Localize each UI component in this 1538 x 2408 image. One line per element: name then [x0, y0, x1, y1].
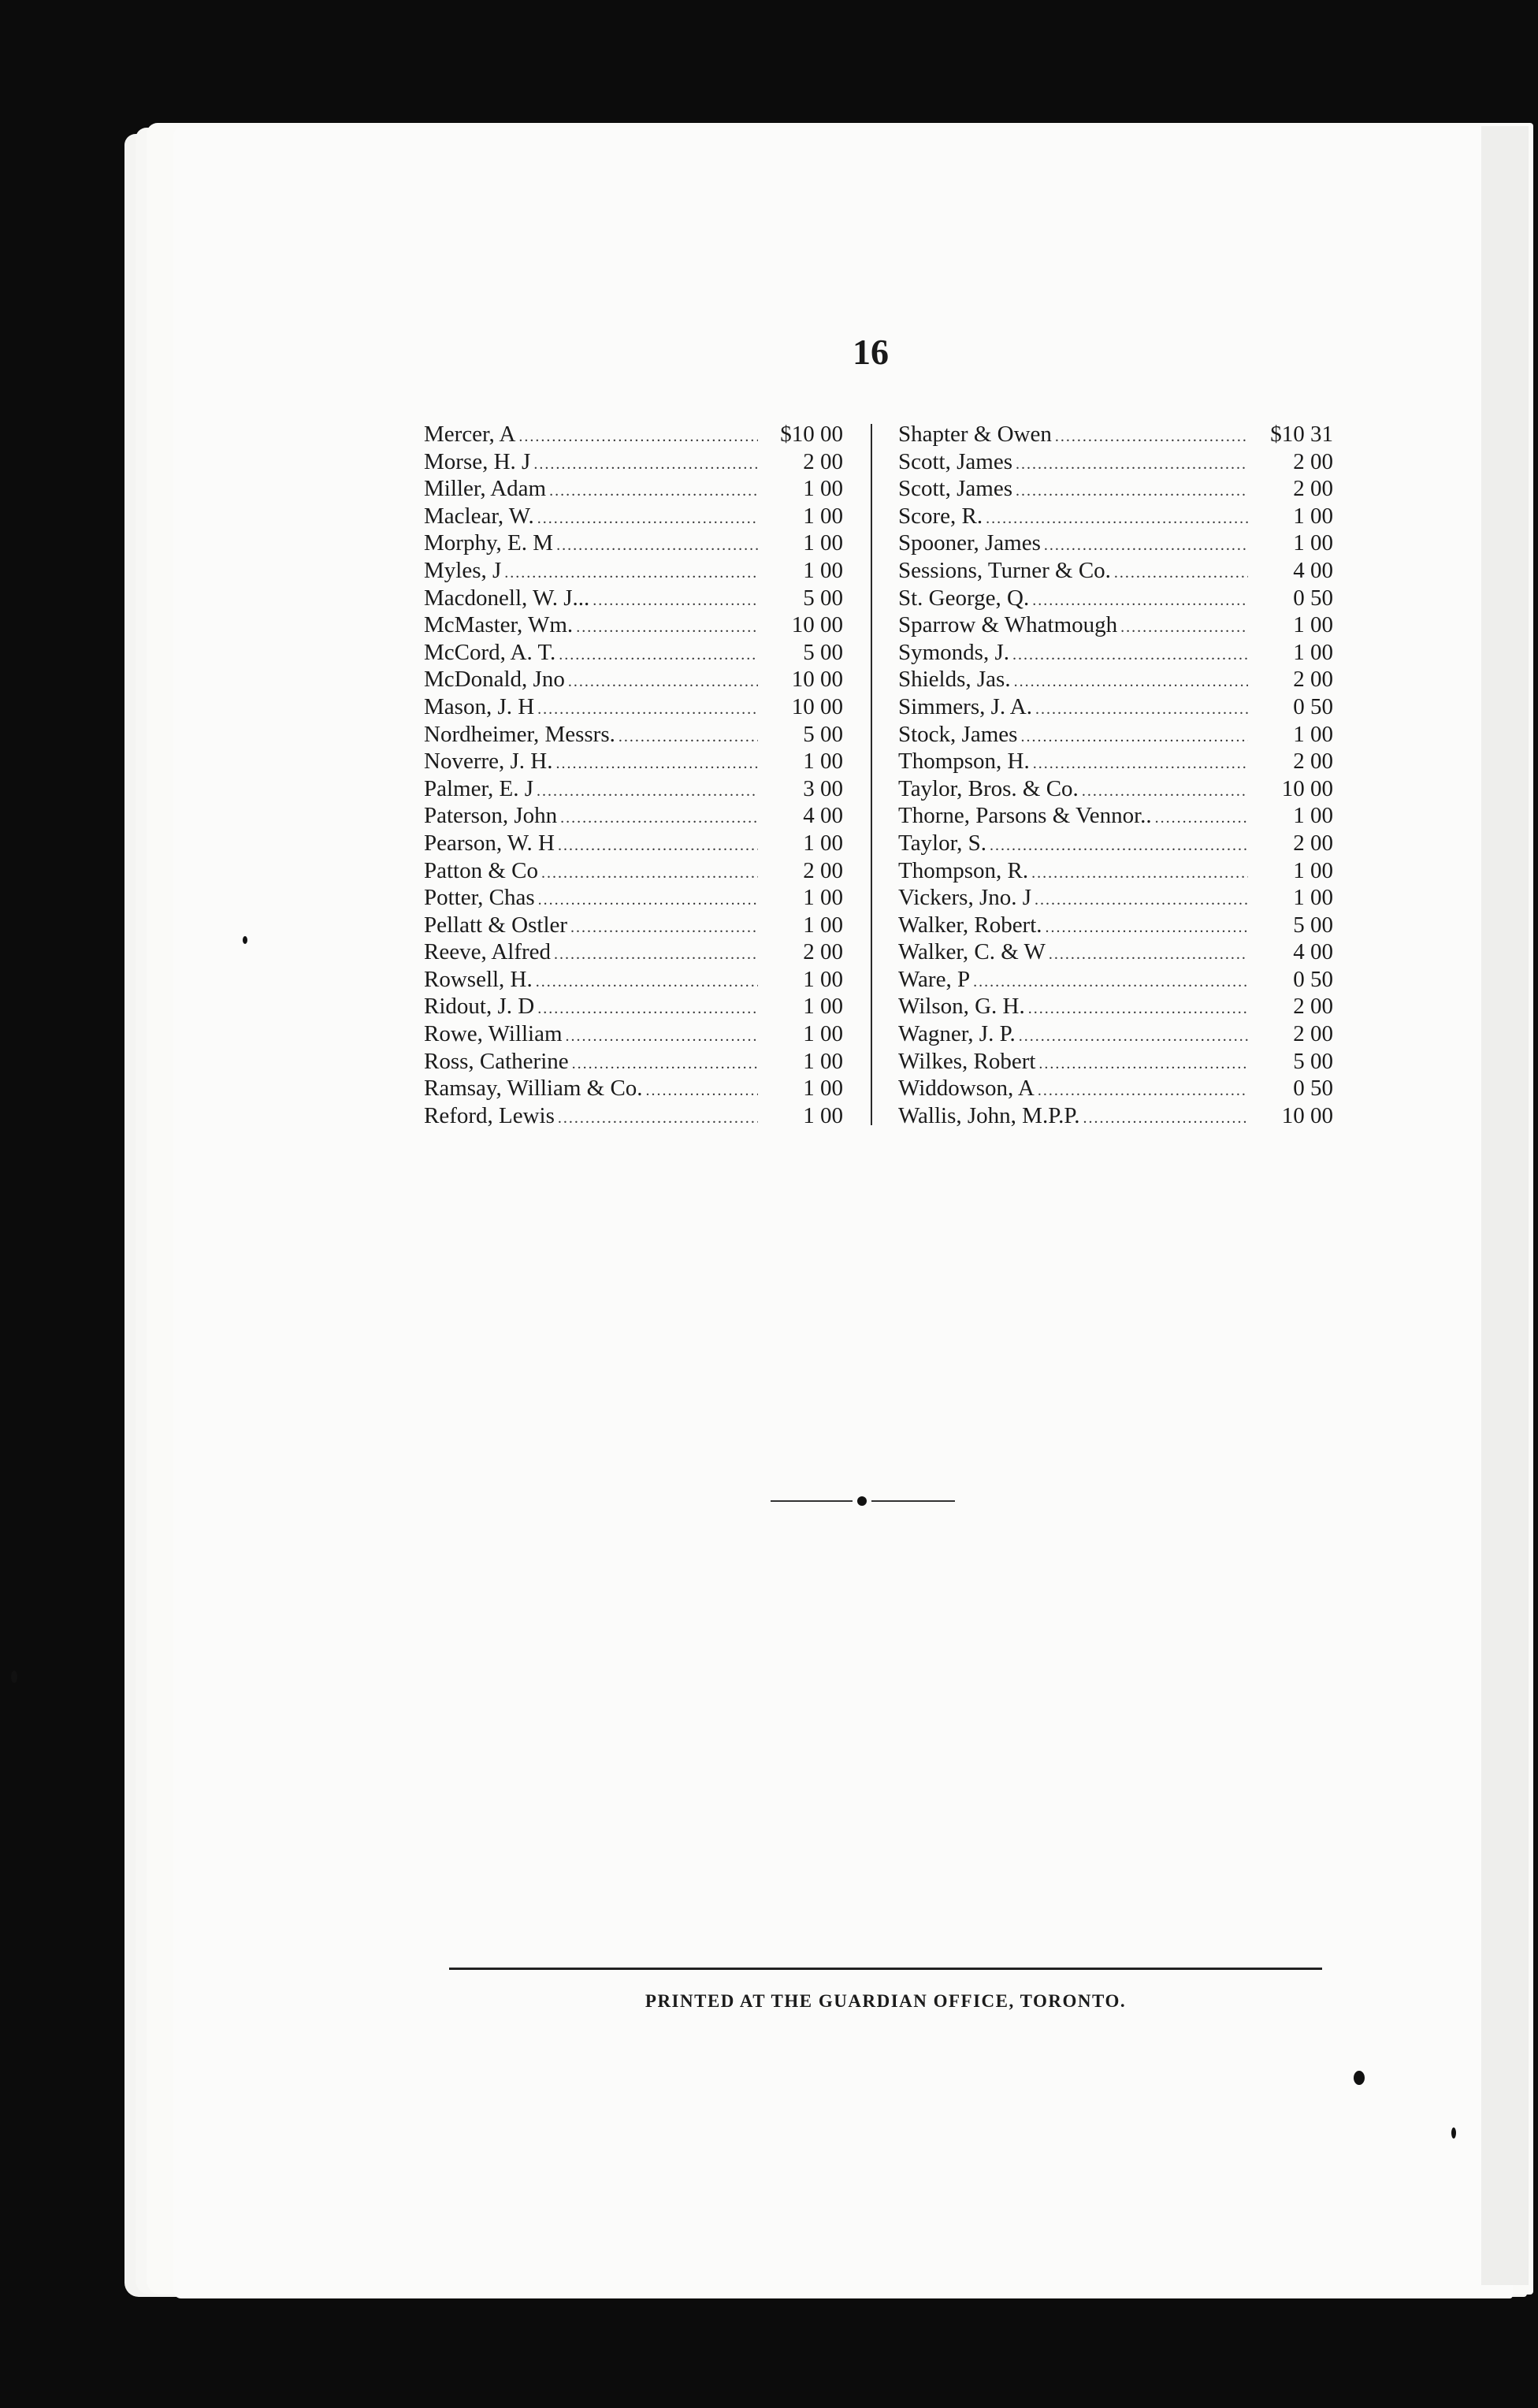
list-item — [424, 939, 843, 967]
dot-leader — [559, 646, 758, 664]
subscription-amount: 2 00 — [803, 939, 843, 965]
list-item — [898, 449, 1333, 477]
dot-leader — [1055, 428, 1248, 446]
printer-imprint: PRINTED AT THE GUARDIAN OFFICE, TORONTO. — [645, 1991, 1127, 2011]
subscriber-name: Simmers, J. A. — [898, 693, 1032, 719]
subscriber-name: Sparrow & Whatmough — [898, 612, 1118, 638]
dot-leader — [518, 428, 758, 446]
dot-leader — [1155, 809, 1248, 827]
subscriber-name: Mason, J. H — [424, 693, 535, 719]
dot-leader — [593, 592, 758, 610]
subscriber-name: Vickers, Jno. J — [898, 885, 1032, 911]
subscription-amount: 10 00 — [1281, 1102, 1333, 1128]
list-item — [898, 967, 1333, 994]
list-item — [424, 449, 843, 477]
list-item — [424, 722, 843, 749]
list-item — [424, 749, 843, 776]
subscriber-name: Stock, James — [898, 721, 1018, 747]
subscription-amount: 2 00 — [1293, 994, 1333, 1020]
list-item — [898, 640, 1333, 667]
dot-leader — [541, 864, 758, 883]
subscriber-name: Nordheimer, Messrs. — [424, 721, 615, 747]
list-item — [424, 858, 843, 886]
subscriber-name: Shapter & Owen — [898, 422, 1052, 447]
subscriber-name: Mercer, A — [424, 422, 516, 447]
subscription-amount: 1 00 — [803, 749, 843, 775]
subscription-amount: 5 00 — [1293, 912, 1333, 938]
list-item — [898, 667, 1333, 694]
subscriber-name: Taylor, S. — [898, 830, 986, 856]
dot-leader — [538, 891, 758, 909]
subscriber-name: Taylor, Bros. & Co. — [898, 775, 1079, 801]
list-item — [898, 1021, 1333, 1049]
dot-leader — [576, 619, 758, 637]
subscriber-name: Scott, James — [898, 448, 1012, 474]
subscriber-name: Wallis, John, M.P.P. — [898, 1102, 1080, 1128]
subscription-amount: 1 00 — [1293, 885, 1333, 911]
subscription-amount: 2 00 — [803, 448, 843, 474]
list-item — [898, 858, 1333, 886]
subscription-amount: 1 00 — [1293, 721, 1333, 747]
list-item — [424, 776, 843, 804]
subscriber-list-right — [898, 422, 1333, 1130]
list-item — [424, 1103, 843, 1131]
dot-leader — [504, 564, 758, 582]
subscription-amount: 1 00 — [803, 994, 843, 1020]
dot-leader — [1114, 564, 1248, 582]
subscription-amount: 1 00 — [803, 912, 843, 938]
subscriber-name: Ross, Catherine — [424, 1048, 569, 1074]
subscription-amount: 4 00 — [1293, 557, 1333, 583]
subscription-amount: 10 00 — [791, 612, 843, 638]
subscriber-name: Thorne, Parsons & Vennor.. — [898, 803, 1152, 829]
list-item — [898, 1103, 1333, 1131]
dot-leader — [568, 673, 758, 691]
subscriber-name: Myles, J — [424, 557, 502, 583]
dot-leader — [537, 700, 758, 719]
subscription-amount: 1 00 — [1293, 530, 1333, 556]
dot-leader — [536, 973, 758, 991]
subscriber-name: Walker, Robert. — [898, 912, 1042, 938]
subscriber-name: Reford, Lewis — [424, 1102, 555, 1128]
ornament-dot — [857, 1496, 867, 1506]
subscriber-name: Score, R. — [898, 503, 983, 529]
subscriber-name: Pellatt & Ostler — [424, 912, 568, 938]
dot-leader — [1044, 537, 1248, 555]
list-item — [424, 967, 843, 994]
dot-leader — [1035, 891, 1248, 909]
list-item — [898, 585, 1333, 613]
subscriber-name: Wilson, G. H. — [898, 994, 1025, 1020]
subscription-amount: 10 00 — [791, 667, 843, 693]
dot-leader — [572, 1055, 758, 1073]
subscription-amount: 1 00 — [803, 476, 843, 502]
subscriber-name: St. George, Q. — [898, 585, 1030, 611]
dot-leader — [556, 537, 758, 555]
subscriber-name: Sessions, Turner & Co. — [898, 557, 1111, 583]
dot-leader — [1032, 592, 1248, 610]
subscriber-name: Scott, James — [898, 476, 1012, 502]
subscriber-name: Morse, H. J — [424, 448, 531, 474]
list-item — [898, 831, 1333, 858]
subscriber-name: Morphy, E. M — [424, 530, 554, 556]
scan-speck — [11, 1670, 17, 1683]
subscriber-name: Ramsay, William & Co. — [424, 1076, 643, 1102]
list-item — [898, 939, 1333, 967]
subscription-amount: 1 00 — [1293, 803, 1333, 829]
dot-leader — [1035, 700, 1248, 719]
footer-rule — [449, 1968, 1322, 1970]
subscriber-name: Thompson, R. — [898, 857, 1029, 883]
dot-leader — [570, 919, 758, 937]
subscription-amount: 1 00 — [803, 885, 843, 911]
dot-leader — [554, 946, 758, 964]
dot-leader — [986, 510, 1248, 528]
subscriber-name: Wagner, J. P. — [898, 1021, 1016, 1047]
subscriber-name: Widdowson, A — [898, 1076, 1035, 1102]
subscriber-list-left — [424, 422, 843, 1130]
dot-leader — [1028, 1000, 1248, 1018]
subscription-amount: 2 00 — [1293, 1021, 1333, 1047]
list-item — [424, 612, 843, 640]
list-item — [898, 912, 1333, 940]
page-edge-right — [1481, 126, 1529, 2285]
dot-leader — [533, 455, 758, 474]
subscription-amount: 2 00 — [1293, 749, 1333, 775]
subscriber-name: Maclear, W. — [424, 503, 534, 529]
list-item — [424, 912, 843, 940]
subscription-amount: 0 50 — [1293, 966, 1333, 992]
subscription-amount: 0 50 — [1293, 585, 1333, 611]
list-item — [424, 1021, 843, 1049]
dot-leader — [537, 1000, 758, 1018]
subscriber-name: Ridout, J. D — [424, 994, 535, 1020]
subscriber-name: Macdonell, W. J... — [424, 585, 590, 611]
list-item — [424, 558, 843, 585]
subscription-amount: 1 00 — [803, 830, 843, 856]
subscription-amount: 1 00 — [803, 1021, 843, 1047]
list-item — [898, 694, 1333, 722]
subscriber-name: Paterson, John — [424, 803, 558, 829]
list-item — [898, 994, 1333, 1021]
dot-leader — [973, 973, 1248, 991]
subscription-amount: 2 00 — [803, 857, 843, 883]
list-item — [898, 1049, 1333, 1076]
subscriber-name: Rowe, William — [424, 1021, 563, 1047]
subscription-amount: 1 00 — [803, 1102, 843, 1128]
dot-leader — [537, 510, 758, 528]
subscriber-name: Walker, C. & W — [898, 939, 1046, 965]
dot-leader — [1083, 1109, 1248, 1128]
scan-speck — [243, 936, 247, 944]
list-item — [424, 1049, 843, 1076]
list-item — [898, 776, 1333, 804]
subscription-amount: 1 00 — [1293, 639, 1333, 665]
list-item — [424, 422, 843, 449]
subscriber-name: Noverre, J. H. — [424, 749, 553, 775]
dot-leader — [1019, 1027, 1248, 1046]
dot-leader — [990, 837, 1248, 855]
subscriber-name: Palmer, E. J — [424, 775, 533, 801]
subscriber-name: Pearson, W. H — [424, 830, 555, 856]
ornament-line — [771, 1500, 853, 1502]
list-item — [898, 504, 1333, 531]
subscriber-name: Thompson, H. — [898, 749, 1030, 775]
list-item — [424, 476, 843, 504]
subscription-amount: 0 50 — [1293, 693, 1333, 719]
subscriber-name: Reeve, Alfred — [424, 939, 552, 965]
subscriber-name: Wilkes, Robert — [898, 1048, 1036, 1074]
subscriber-name: Miller, Adam — [424, 476, 547, 502]
dot-leader — [558, 1109, 758, 1128]
list-item — [898, 530, 1333, 558]
dot-leader — [555, 755, 758, 773]
list-item — [424, 885, 843, 912]
subscription-amount: 1 00 — [1293, 503, 1333, 529]
subscription-amount: $10 00 — [780, 422, 843, 447]
subscription-amount: 1 00 — [803, 557, 843, 583]
list-item — [898, 749, 1333, 776]
subscription-amount: 5 00 — [803, 721, 843, 747]
list-item — [898, 558, 1333, 585]
list-item — [424, 994, 843, 1021]
ornament-divider — [771, 1496, 955, 1505]
page-number: 16 — [853, 332, 889, 372]
dot-leader — [1046, 919, 1248, 937]
list-item — [898, 885, 1333, 912]
dot-leader — [566, 1027, 758, 1046]
dot-leader — [1016, 455, 1248, 474]
dot-leader — [1031, 864, 1248, 883]
subscription-amount: $10 31 — [1270, 422, 1333, 447]
dot-leader — [619, 728, 758, 746]
list-item — [424, 831, 843, 858]
dot-leader — [1014, 673, 1248, 691]
dot-leader — [549, 482, 758, 500]
list-item — [424, 667, 843, 694]
subscription-amount: 3 00 — [803, 775, 843, 801]
subscription-amount: 5 00 — [803, 585, 843, 611]
dot-leader — [1120, 619, 1248, 637]
dot-leader — [1033, 755, 1248, 773]
subscriber-name: Symonds, J. — [898, 639, 1010, 665]
dot-leader — [1038, 1055, 1248, 1073]
subscriber-name: Shields, Jas. — [898, 667, 1011, 693]
dot-leader — [1038, 1082, 1248, 1100]
list-item — [898, 722, 1333, 749]
subscription-amount: 1 00 — [803, 530, 843, 556]
column-divider — [871, 424, 872, 1125]
subscriber-name: Patton & Co — [424, 857, 539, 883]
list-item — [424, 640, 843, 667]
list-item — [424, 530, 843, 558]
subscriber-name: McMaster, Wm. — [424, 612, 574, 638]
subscriber-name: Potter, Chas — [424, 885, 535, 911]
list-item — [424, 1076, 843, 1103]
subscription-amount: 1 00 — [803, 966, 843, 992]
subscriber-name: Ware, P — [898, 966, 971, 992]
subscriber-name: Rowsell, H. — [424, 966, 533, 992]
list-item — [898, 803, 1333, 831]
subscription-amount: 1 00 — [1293, 857, 1333, 883]
list-item — [424, 694, 843, 722]
subscriber-name: McDonald, Jno — [424, 667, 565, 693]
list-item — [898, 422, 1333, 449]
dot-leader — [1020, 728, 1248, 746]
subscription-amount: 1 00 — [803, 1048, 843, 1074]
scan-speck — [1451, 2127, 1456, 2139]
dot-leader — [1082, 782, 1248, 801]
subscription-amount: 4 00 — [1293, 939, 1333, 965]
dot-leader — [558, 837, 758, 855]
ornament-line — [871, 1500, 955, 1502]
subscription-amount: 10 00 — [791, 693, 843, 719]
list-item — [424, 504, 843, 531]
subscription-amount: 2 00 — [1293, 448, 1333, 474]
dot-leader — [537, 782, 758, 801]
subscription-amount: 2 00 — [1293, 476, 1333, 502]
dot-leader — [1049, 946, 1248, 964]
list-item — [898, 476, 1333, 504]
list-item — [898, 1076, 1333, 1103]
subscription-amount: 5 00 — [1293, 1048, 1333, 1074]
scan-speck — [1354, 2071, 1365, 2085]
dot-leader — [1016, 482, 1248, 500]
subscription-amount: 4 00 — [803, 803, 843, 829]
subscription-amount: 5 00 — [803, 639, 843, 665]
dot-leader — [560, 809, 758, 827]
subscription-amount: 0 50 — [1293, 1076, 1333, 1102]
list-item — [424, 803, 843, 831]
dot-leader — [646, 1082, 758, 1100]
subscription-amount: 1 00 — [1293, 612, 1333, 638]
subscriber-name: McCord, A. T. — [424, 639, 556, 665]
subscription-amount: 2 00 — [1293, 830, 1333, 856]
list-item — [424, 585, 843, 613]
list-item — [898, 612, 1333, 640]
dot-leader — [1012, 646, 1248, 664]
subscriber-name: Spooner, James — [898, 530, 1041, 556]
subscription-amount: 1 00 — [803, 503, 843, 529]
subscription-amount: 2 00 — [1293, 667, 1333, 693]
subscription-amount: 1 00 — [803, 1076, 843, 1102]
subscription-amount: 10 00 — [1281, 775, 1333, 801]
